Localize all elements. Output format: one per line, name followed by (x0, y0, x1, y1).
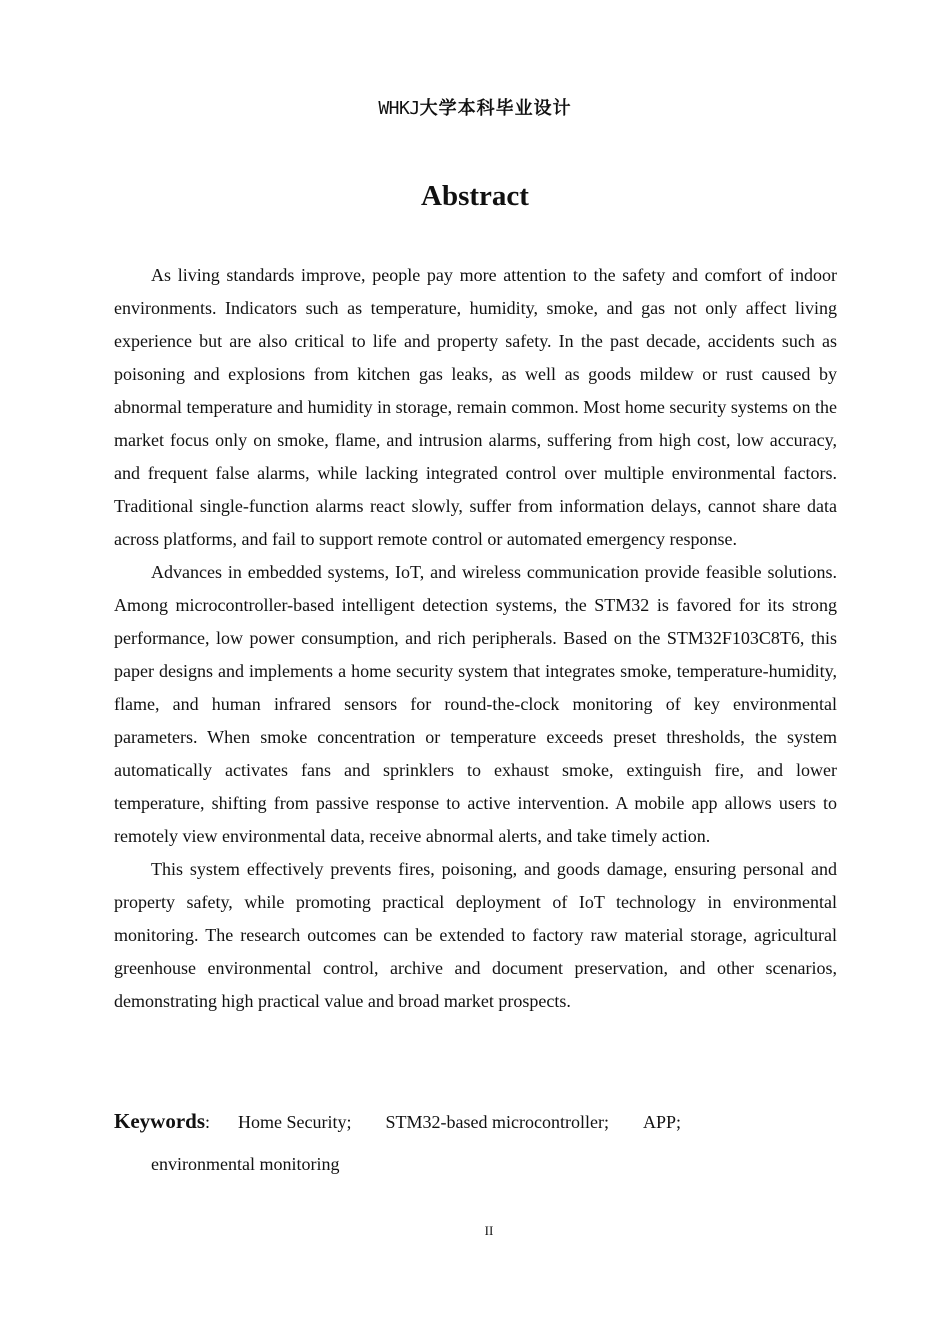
header-university-code: WHKJ (378, 98, 420, 119)
keywords-section (114, 1100, 837, 1185)
running-header (0, 94, 950, 120)
abstract-paragraph-1: As living standards improve, people pay more attention to the safety and comfort of indoor environments. Indicators such as temperature, humidity, smoke, and gas not only affect living experience but are also critical to life and property safety. In the past decade, accidents such as poisoning and explosions from kitchen gas leaks, as well as goods mildew or rust caused by abnormal temperature and humidity in storage, remain common. Most home security systems on the market focus only on smoke, flame, and intrusion alarms, suffering from high cost, low accuracy, and frequent false alarms, while lacking integrated control over multiple environmental factors. Traditional single-function alarms react slowly, suffer from information delays, cannot share data across platforms, and fail to support remote control or automated emergency response. (114, 265, 837, 549)
keywords-line-2 (114, 1143, 837, 1185)
keyword-home-security: Home Security; (238, 1112, 352, 1132)
abstract-paragraph-3: This system effectively prevents fires, poisoning, and goods damage, ensuring personal and property safety, while promoting practical deployment of IoT technology in environmental monitoring. The research outcomes can be extended to factory raw material storage, agricultural greenhouse environmental control, archive and document preservation, and other scenarios, demonstrating high practical value and broad market prospects. (114, 859, 837, 1011)
keywords-colon: : (205, 1112, 211, 1132)
abstract-title: Abstract (421, 180, 529, 212)
page-number: II (484, 1223, 494, 1238)
keyword-stm32: STM32-based microcontroller; (385, 1112, 609, 1132)
abstract-paragraph-2: Advances in embedded systems, IoT, and wireless communication provide feasible solutions. Among microcontroller-based intelligent detection systems, the STM32 is favored for its strong performance, low power consumption, and rich peripherals. Based on the STM32F103C8T6, this paper designs and implements a home security system that integrates smoke, temperature-humidity, flame, and human infrared sensors for round-the-clock monitoring of key environmental parameters. When smoke concentration or temperature exceeds preset thresholds, the system automatically activates fans and sprinklers to exhaust smoke, extinguish fire, and lower temperature, shifting from passive response to active intervention. A mobile app allows users to remotely view environmental data, receive abnormal alerts, and take timely action. (114, 562, 837, 846)
keywords-line-1 (114, 1100, 837, 1143)
abstract-body (114, 259, 837, 1018)
keyword-app: APP; (642, 1112, 681, 1132)
header-thesis-title: 大学本科毕业设计 (419, 98, 572, 119)
keyword-environmental-monitoring: environmental monitoring (151, 1154, 340, 1174)
keywords-label: Keywords (114, 1109, 205, 1133)
